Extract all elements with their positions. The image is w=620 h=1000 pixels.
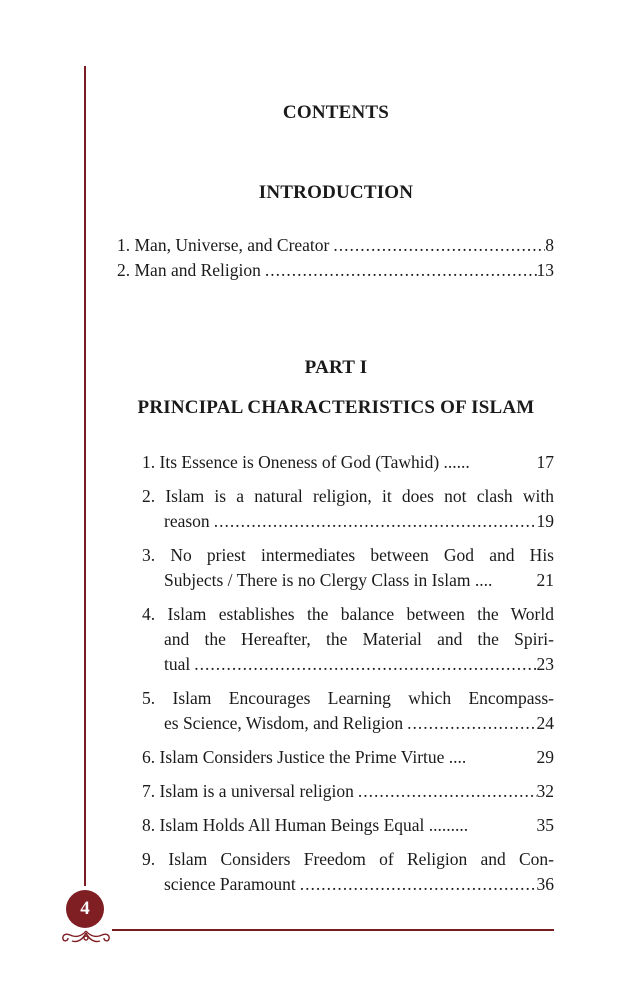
toc-page-number: 35 <box>536 815 554 835</box>
toc-entry-text: 9. Islam Considers Freedom of Religion and Con- <box>142 849 554 869</box>
toc-entry-text: tual <box>164 654 191 674</box>
toc-entry[interactable] <box>142 813 554 838</box>
toc-entry[interactable] <box>142 847 554 897</box>
toc-entry-text: 5. Islam Encourages Learning which Encompass- <box>142 688 554 708</box>
toc-entry[interactable] <box>142 543 554 593</box>
toc-entry-text: 8. Islam Holds All Human Beings Equal ......... <box>142 815 469 835</box>
dot-leader <box>261 258 537 283</box>
floral-ornament-icon <box>58 928 114 946</box>
toc-page-number: 24 <box>536 713 554 733</box>
toc-entry-text: 2. Man and Religion <box>117 260 261 280</box>
toc-page-number: 19 <box>536 511 554 531</box>
page-number-badge: 4 <box>66 890 104 928</box>
toc-entry-text: 2. Islam is a natural religion, it does not clash with <box>142 486 554 506</box>
toc-page-number: 23 <box>536 654 554 674</box>
dot-leader <box>296 872 537 897</box>
introduction-toc <box>117 233 554 283</box>
part-title: PART I <box>304 357 368 378</box>
toc-entry-text: reason <box>164 511 210 531</box>
toc-entry-text: 6. Islam Considers Justice the Prime Virtue .... <box>142 747 467 767</box>
toc-page-number: 32 <box>536 781 554 801</box>
toc-entry[interactable] <box>142 686 554 736</box>
toc-entry-text: science Paramount <box>164 874 296 894</box>
toc-entry-text: 1. Man, Universe, and Creator <box>117 235 330 255</box>
toc-entry[interactable] <box>117 233 554 258</box>
toc-page-number: 36 <box>536 874 554 894</box>
toc-entry-text: 1. Its Essence is Oneness of God (Tawhid) ...... <box>142 452 470 472</box>
toc-entry[interactable] <box>142 602 554 677</box>
toc-entry[interactable] <box>142 450 554 475</box>
toc-entry-text: es Science, Wisdom, and Religion <box>164 713 404 733</box>
toc-entry[interactable] <box>142 484 554 534</box>
footer-rule <box>112 929 554 931</box>
toc-entry[interactable] <box>117 258 554 283</box>
toc-page-number: 8 <box>545 235 554 255</box>
dot-leader <box>329 233 545 258</box>
toc-entry-text: 7. Islam is a universal religion <box>142 781 354 801</box>
toc-entry-text: 3. No priest intermediates between God and His <box>142 545 554 565</box>
toc-entry-text: 4. Islam establishes the balance between the World <box>142 604 554 624</box>
toc-entry-text: and the Hereafter, the Material and the Spiri- <box>164 629 554 649</box>
toc-page-number: 13 <box>536 260 554 280</box>
dot-leader <box>403 711 536 736</box>
part-subtitle: PRINCIPAL CHARACTERISTICS OF ISLAM <box>137 397 535 418</box>
toc-page-number: 17 <box>536 452 554 472</box>
contents-title: CONTENTS <box>282 102 390 123</box>
dot-leader <box>210 509 537 534</box>
toc-page-number: 21 <box>536 570 554 590</box>
toc-page-number: 29 <box>536 747 554 767</box>
dot-leader <box>354 779 537 804</box>
toc-entry[interactable] <box>142 779 554 804</box>
dot-leader <box>190 652 536 677</box>
toc-entry-text: Subjects / There is no Clergy Class in Islam .... <box>164 570 493 590</box>
part1-toc <box>142 450 554 906</box>
introduction-title: INTRODUCTION <box>258 182 414 203</box>
toc-entry[interactable] <box>142 745 554 770</box>
